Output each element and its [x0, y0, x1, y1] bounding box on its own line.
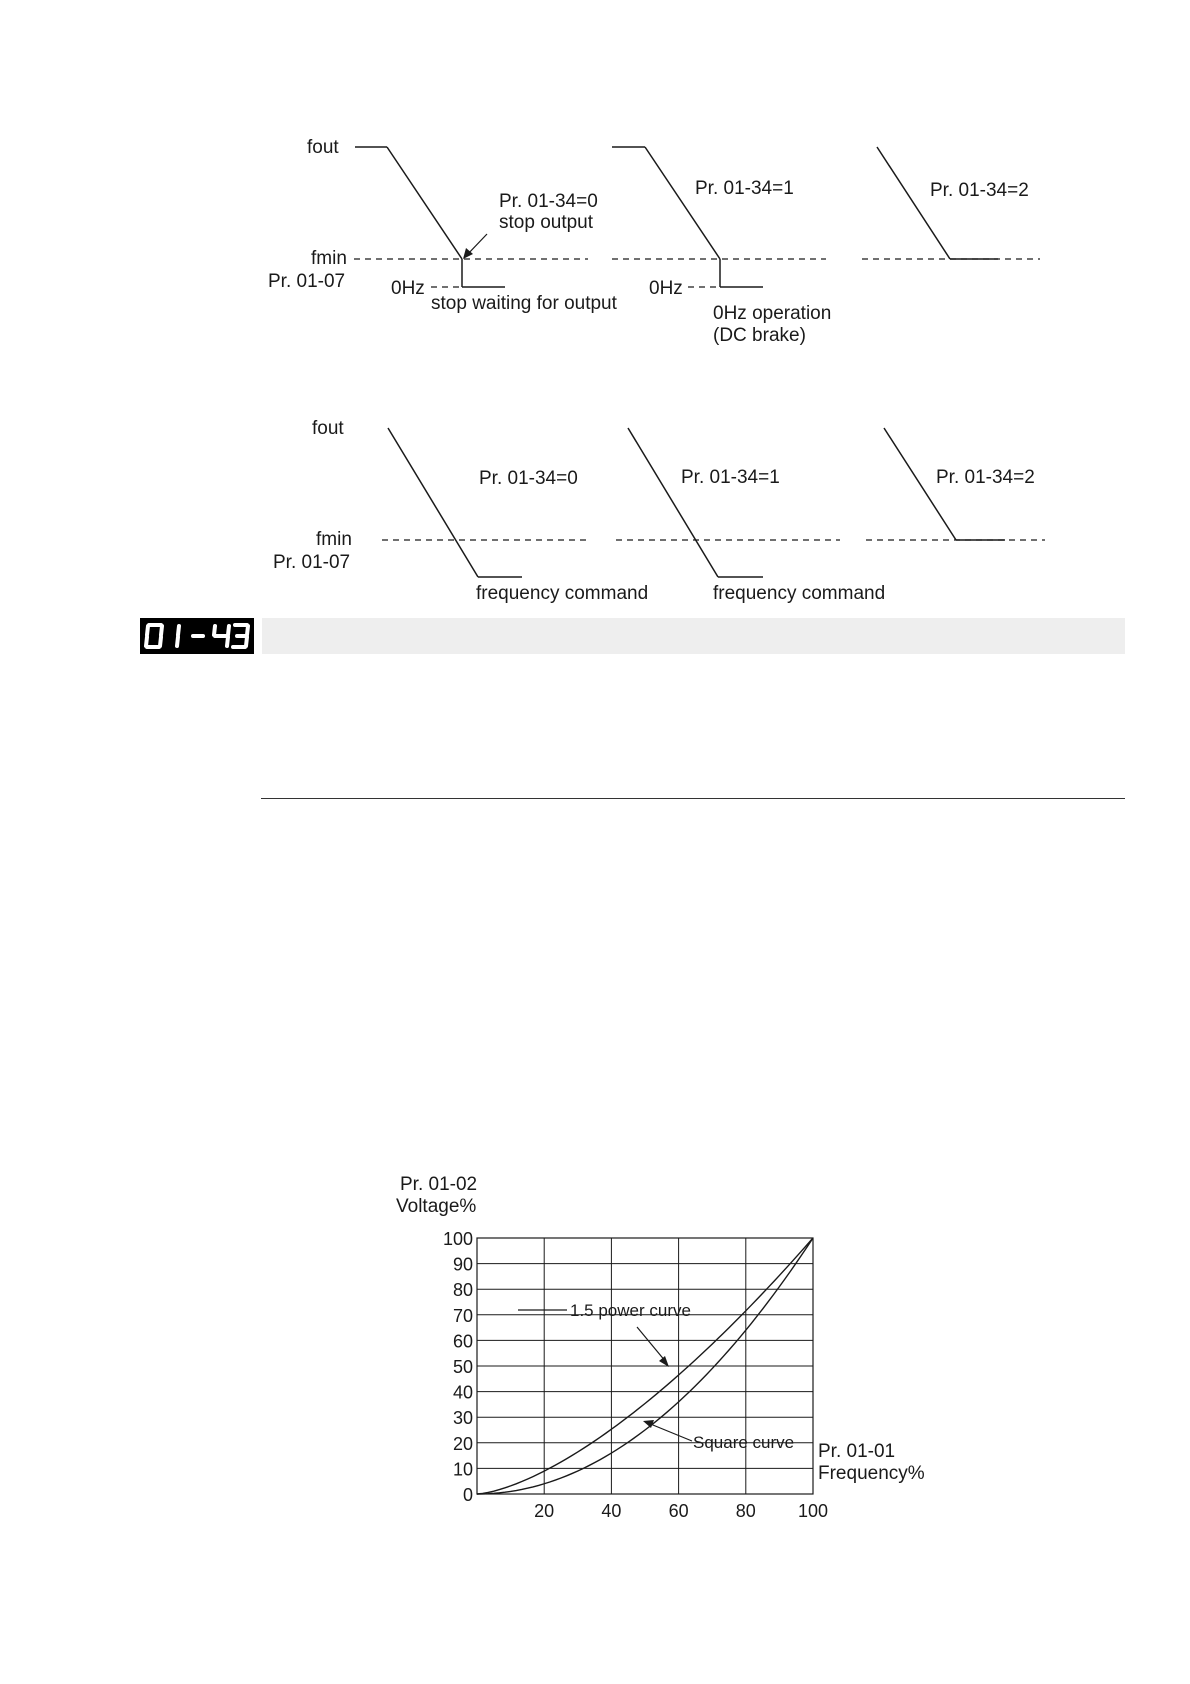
- square-curve-arrow: [648, 1423, 692, 1441]
- x-tick-label: 40: [601, 1501, 622, 1521]
- y-tick-label: 60: [452, 1331, 473, 1352]
- dc-operation-label: 0Hz operation: [713, 303, 832, 324]
- fout-label: fout: [307, 137, 339, 158]
- dc-brake-label: (DC brake): [713, 325, 806, 346]
- x-axis-label-line2: Frequency%: [818, 1463, 925, 1484]
- y-tick-label: 50: [452, 1357, 473, 1377]
- power-curve-arrow: [637, 1327, 666, 1362]
- setting-label-b-3: Pr. 01-34=2: [936, 467, 1035, 488]
- y-tick-label: 100: [442, 1229, 473, 1249]
- pr0107-label: Pr. 01-07: [268, 271, 346, 292]
- zero-label-2: 0Hz: [649, 278, 683, 299]
- x-tick-label: 60: [668, 1501, 689, 1521]
- stop-waiting-label: stop waiting for output: [431, 293, 617, 314]
- note-line1: Pr. 01-34=0: [499, 191, 598, 212]
- y-axis-label-line1: Pr. 01-02: [400, 1174, 478, 1195]
- fout-label-b: fout: [312, 418, 344, 439]
- freq-command-label-2: frequency command: [713, 583, 886, 604]
- y-tick-label: 80: [452, 1280, 473, 1301]
- y-tick-label: 10: [452, 1459, 473, 1480]
- x-tick-label: 100: [797, 1501, 829, 1521]
- y-tick-label: 70: [452, 1305, 473, 1326]
- y-tick-label: 0: [462, 1485, 473, 1505]
- setting-label-b-1: Pr. 01-34=0: [479, 468, 578, 489]
- chart-ticks: [443, 1229, 828, 1521]
- y-tick-label: 20: [452, 1433, 473, 1454]
- pr0107-label-b: Pr. 01-07: [273, 552, 351, 573]
- square-curve-label: Square curve: [693, 1433, 795, 1452]
- y-tick-label: 40: [452, 1382, 473, 1403]
- fmin-label-b: fmin: [316, 529, 352, 550]
- y-axis-label-line2: Voltage%: [396, 1196, 477, 1217]
- x-tick-label: 80: [735, 1501, 756, 1521]
- power-curve-label: 1.5 power curve: [570, 1301, 691, 1320]
- y-tick-label: 30: [452, 1408, 473, 1429]
- setting-label-2: Pr. 01-34=1: [695, 178, 794, 199]
- setting-label-3: Pr. 01-34=2: [930, 180, 1029, 201]
- zero-label-1: 0Hz: [391, 278, 425, 299]
- x-tick-label: 20: [534, 1501, 555, 1521]
- y-tick-label: 90: [452, 1254, 473, 1275]
- freq-command-label-1: frequency command: [476, 583, 649, 604]
- fmin-label: fmin: [311, 248, 347, 269]
- x-axis-label-line1: Pr. 01-01: [818, 1441, 896, 1462]
- note-line2: stop output: [499, 212, 594, 233]
- chart-grid: [477, 1238, 813, 1494]
- power-curve-arrowhead: [659, 1356, 669, 1367]
- setting-label-b-2: Pr. 01-34=1: [681, 467, 780, 488]
